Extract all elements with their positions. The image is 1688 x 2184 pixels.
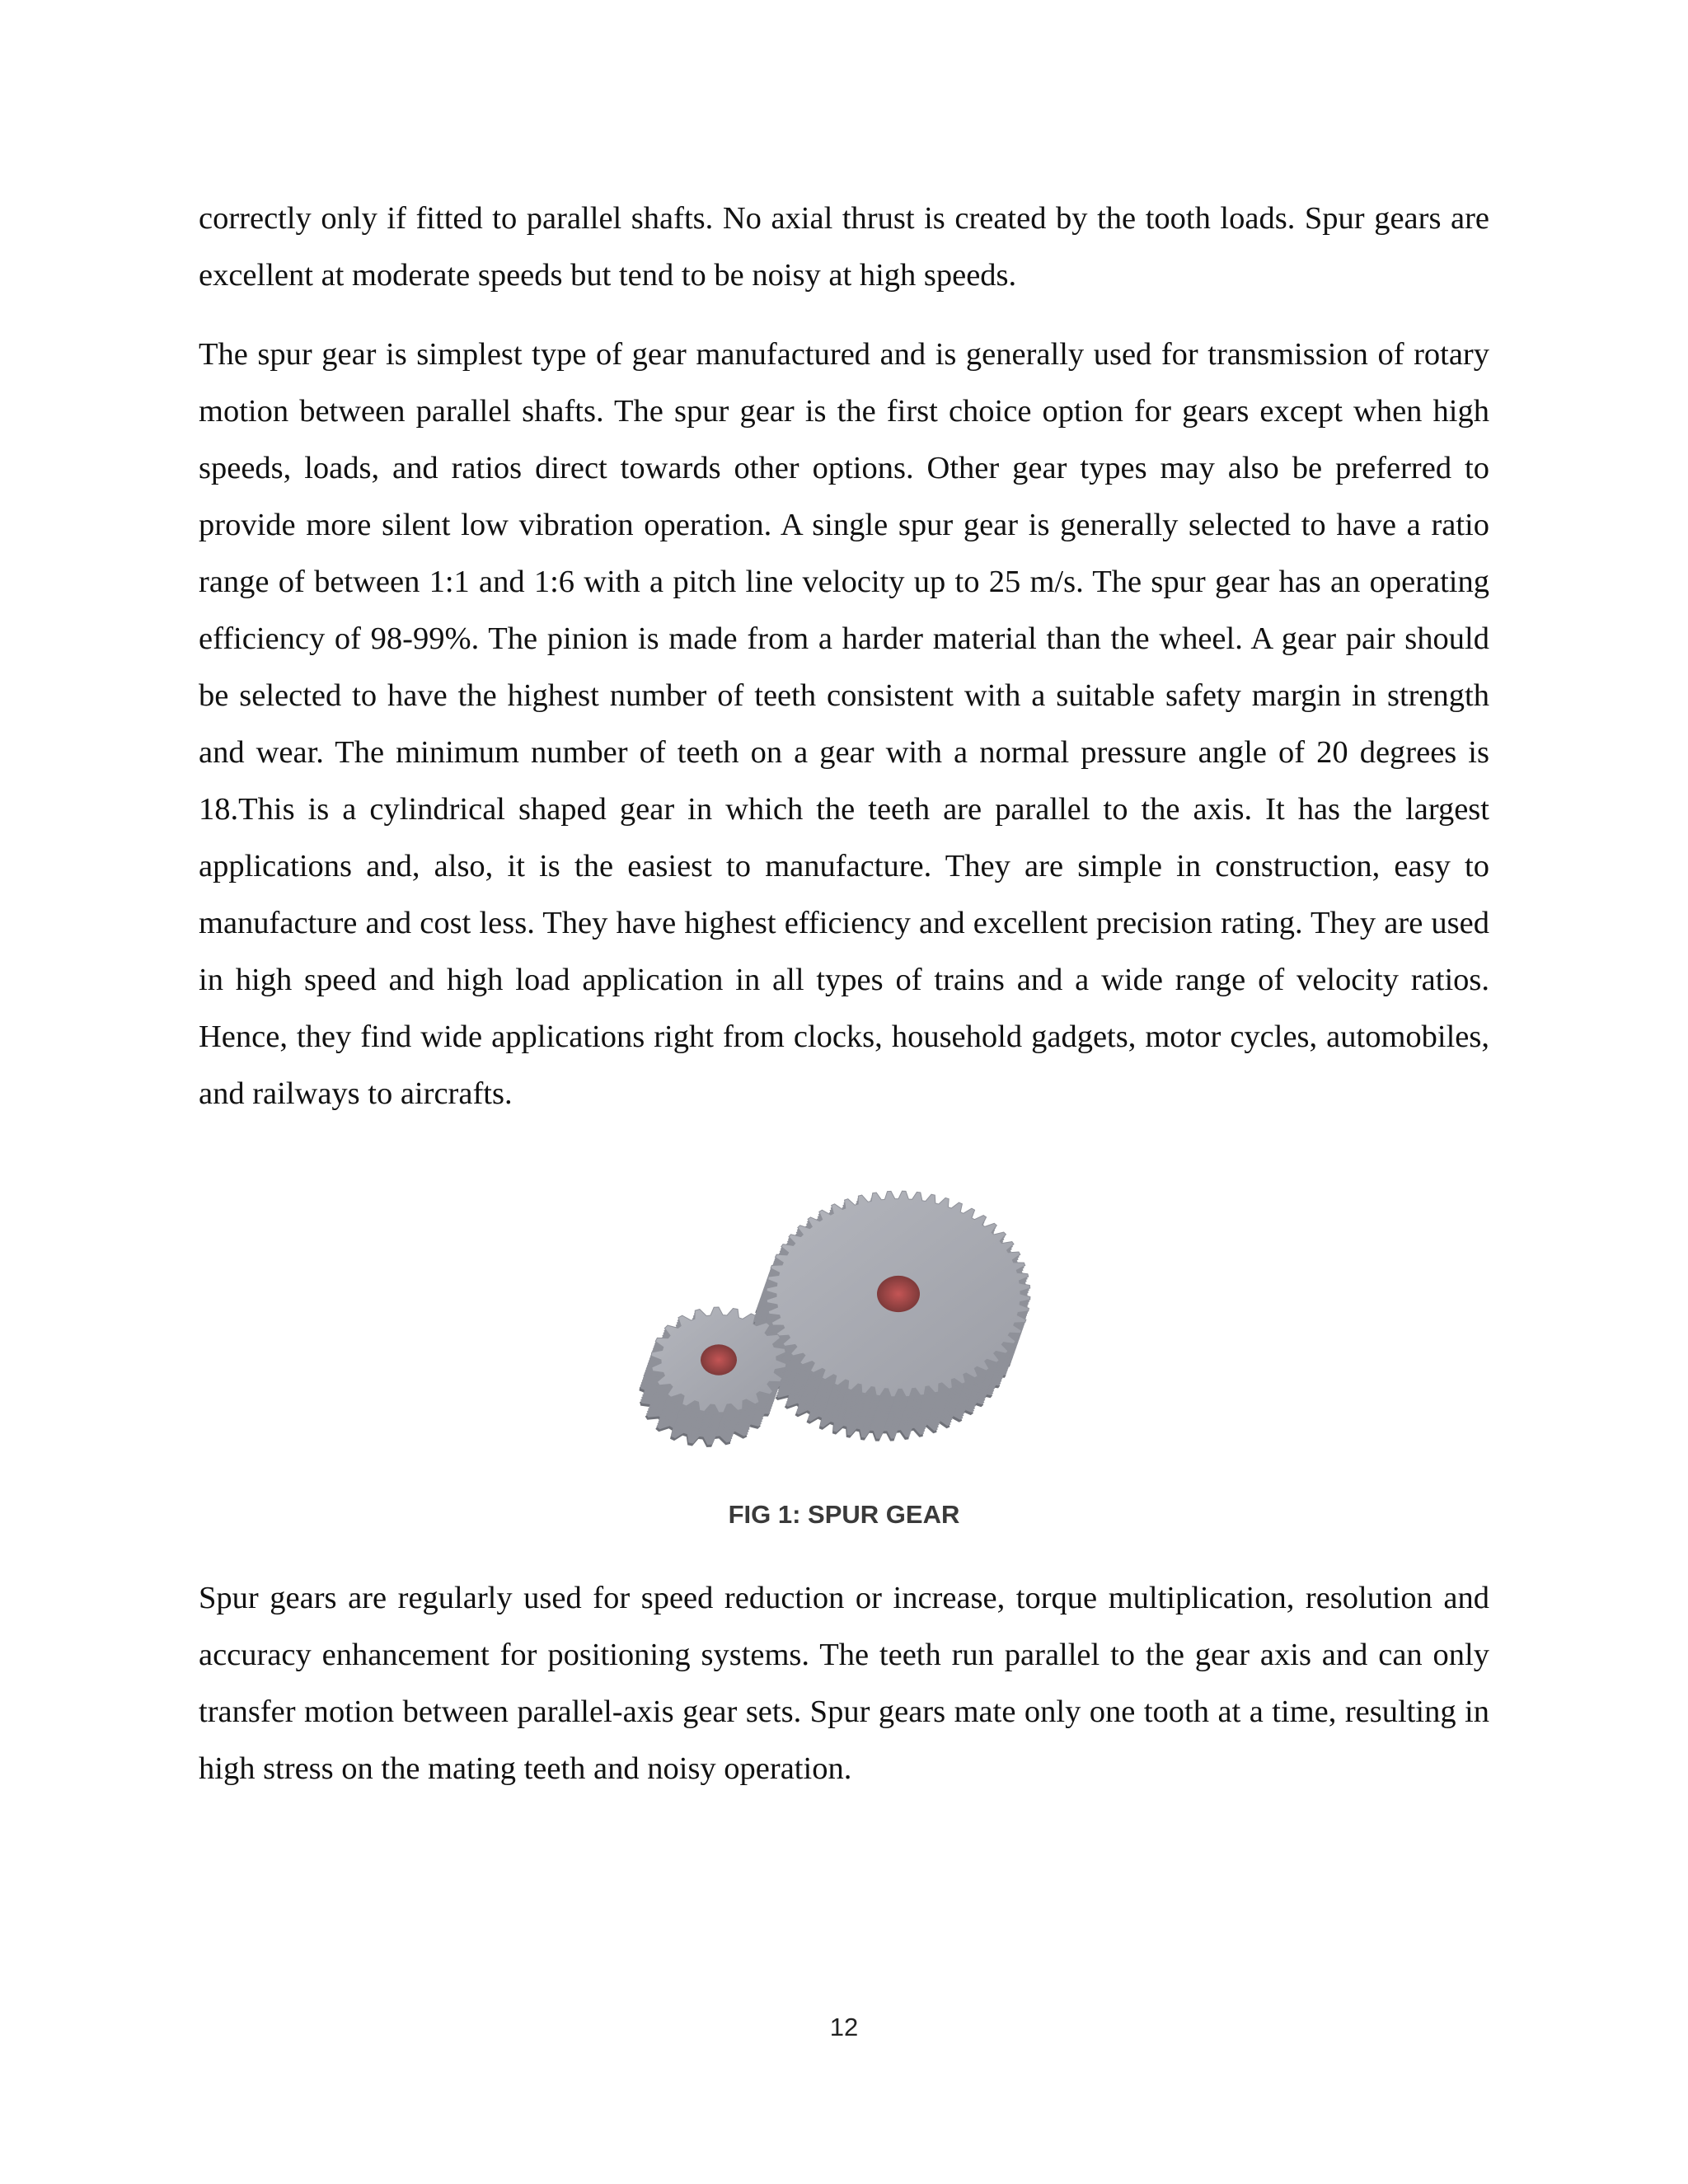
figure-caption: FIG 1: SPUR GEAR [728,1500,960,1529]
page-number: 12 [829,2013,859,2041]
spur-gear-figure [626,1154,1088,1483]
spur-gear-image [626,1154,1088,1483]
paragraph-3: Spur gears are regularly used for speed reduction or increase, torque multiplication, resolution and accuracy enhancement for positioning systems. The teeth run parallel to the gear axis and can only transfer motion between parallel-axis gear sets. Spur gears mate only one tooth at a time, resulting in high stress on the mating teeth and noisy operation. [199,1581,1489,1786]
small-gear-pinion [640,1307,786,1447]
paragraph-1: correctly only if fitted to parallel shafts. No axial thrust is created by the tooth loads. Spur gears are excellent at moderate speeds but tend to be noisy at high speeds. [199,201,1489,293]
small-gear-bore-hole [701,1344,737,1375]
paragraph-2: The spur gear is simplest type of gear manufactured and is generally used for transmission of rotary motion between parallel shafts. The spur gear is the first choice option for gears except when high speeds, loads, and ratios direct towards other options. Other gear types may also be preferred to provide more silent low vibration operation. A single spur gear is generally selected to have a ratio range of between 1:1 and 1:6 with a pitch line velocity up to 25 m/s. The spur gear has an operating efficiency of 98-99%. The pinion is made from a harder material than the wheel. A gear pair should be selected to have the highest number of teeth consistent with a suitable safety margin in strength and wear. The minimum number of teeth on a gear with a normal pressure angle of 20 degrees is 18.This is a cylindrical shaped gear in which the teeth are parallel to the axis. It has the largest applications and, also, it is the easiest to manufacture. They are simple in construction, easy to manufacture and cost less. They have highest efficiency and excellent precision rating. They are used in high speed and high load application in all types of trains and a wide range of velocity ratios. Hence, they find wide applications right from clocks, household gadgets, motor cycles, automobiles, and railways to aircrafts. [199,337,1489,1111]
large-gear-bore-hole [877,1276,920,1312]
large-gear-wheel [751,1191,1030,1441]
